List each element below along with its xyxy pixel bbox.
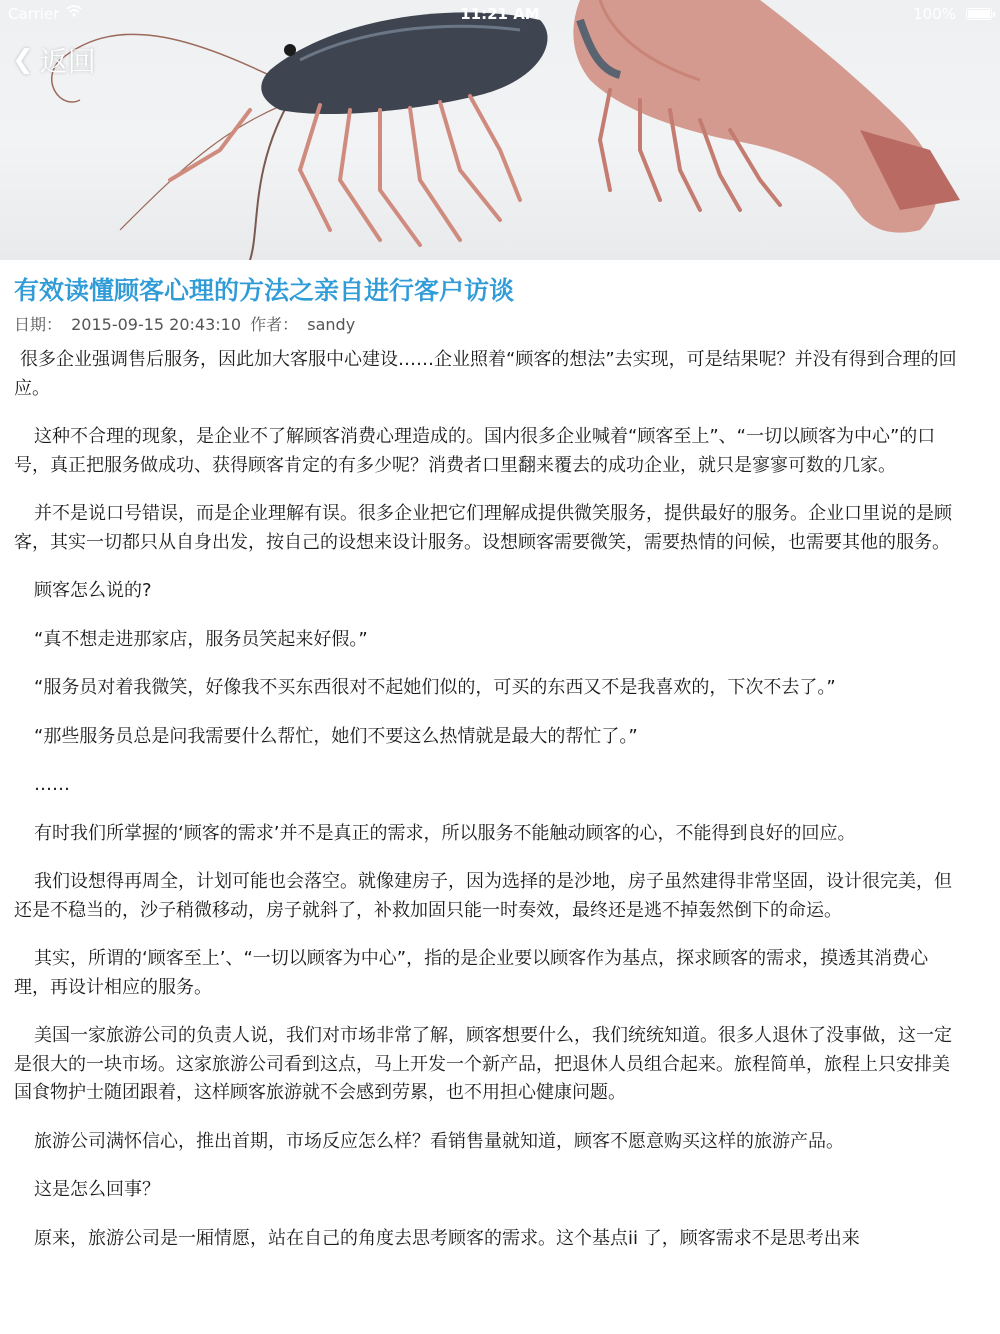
battery-icon xyxy=(966,8,992,20)
clock: 11:21 AM xyxy=(460,5,540,23)
paragraph: 其实，所谓的‘顾客至上’、“一切以顾客为中心”，指的是企业要以顾客作为基点，探求顾客的需求，摸透其消费心理，再设计相应的服务。 xyxy=(14,948,929,998)
paragraph: “真不想走进那家店，服务员笑起来好假。” xyxy=(34,628,368,650)
status-bar xyxy=(0,0,1000,30)
author-value: sandy xyxy=(307,315,356,334)
back-button[interactable] xyxy=(12,40,96,80)
article-meta xyxy=(14,314,359,336)
paragraph: 我们设想得再周全，计划可能也会落空。就像建房子，因为选择的是沙地，房子虽然建得非常坚固，设计很完美，但还是不稳当的，沙子稍微移动，房子就斜了，补救加固只能一时奏效，最终还是逃不掉轰然倒下的命运。 xyxy=(14,871,952,921)
paragraph: 有时我们所掌握的‘顾客的需求’并不是真正的需求，所以服务不能触动顾客的心，不能得到良好的回应。 xyxy=(34,822,856,844)
paragraph: 原来，旅游公司是一厢情愿，站在自己的角度去思考顾客的需求。这个基点ii 了，顾客需求不是思考出来 xyxy=(34,1227,860,1249)
header-image xyxy=(0,0,1000,260)
paragraph: 很多企业强调售后服务，因此加大客服中心建设……企业照着“顾客的想法”去实现，可是结果呢？并没有得到合理的回应。 xyxy=(14,349,957,399)
paragraph: 这种不合理的现象，是企业不了解顾客消费心理造成的。国内很多企业喊着“顾客至上”、“一切以顾客为中心”的口号，真正把服务做成功、获得顾客肯定的有多少呢？消费者口里翻来覆去的成功企业，就只是寥寥可数的几家。 xyxy=(14,426,936,476)
paragraph: 旅游公司满怀信心，推出首期，市场反应怎么样？看销售量就知道，顾客不愿意购买这样的旅游产品。 xyxy=(34,1130,844,1152)
paragraph: 并不是说口号错误，而是企业理解有误。很多企业把它们理解成提供微笑服务，提供最好的服务。企业口里说的是顾客，其实一切都只从自身出发，按自己的设想来设计服务。设想顾客需要微笑，需要热情的问候，也需要其他的服务。 xyxy=(14,503,952,553)
shrimp-illustration xyxy=(0,0,1000,260)
author-label: 作者： xyxy=(250,315,299,334)
paragraph: …… xyxy=(34,774,70,795)
carrier-label: Carrier xyxy=(8,5,60,23)
paragraph: 顾客怎么说的? xyxy=(34,580,152,601)
article-title: 有效读懂顾客心理的方法之亲自进行客户访谈 xyxy=(14,276,515,305)
chevron-left-icon: ❮ xyxy=(12,45,34,75)
paragraph: 这是怎么回事？ xyxy=(34,1179,160,1200)
date-value: 2015-09-15 20:43:10 xyxy=(71,315,242,334)
battery-percentage: 100% xyxy=(913,5,956,23)
article-body xyxy=(14,346,960,1273)
paragraph: 美国一家旅游公司的负责人说，我们对市场非常了解，顾客想要什么，我们统统知道。很多人退休了没事做，这一定是很大的一块市场。这家旅游公司看到这点，马上开发一个新产品，把退休人员组合起来。旅程简单，旅程上只安排美国食物护士随团跟着，这样顾客旅游就不会感到劳累，也不用担心健康问题。 xyxy=(14,1025,952,1103)
back-label: 返回 xyxy=(39,45,96,78)
paragraph: “那些服务员总是问我需要什么帮忙，她们不要这么热情就是最大的帮忙了。” xyxy=(34,725,638,747)
date-label: 日期： xyxy=(14,315,63,334)
paragraph: “服务员对着我微笑，好像我不买东西很对不起她们似的，可买的东西又不是我喜欢的，下次不去了。” xyxy=(34,677,836,698)
